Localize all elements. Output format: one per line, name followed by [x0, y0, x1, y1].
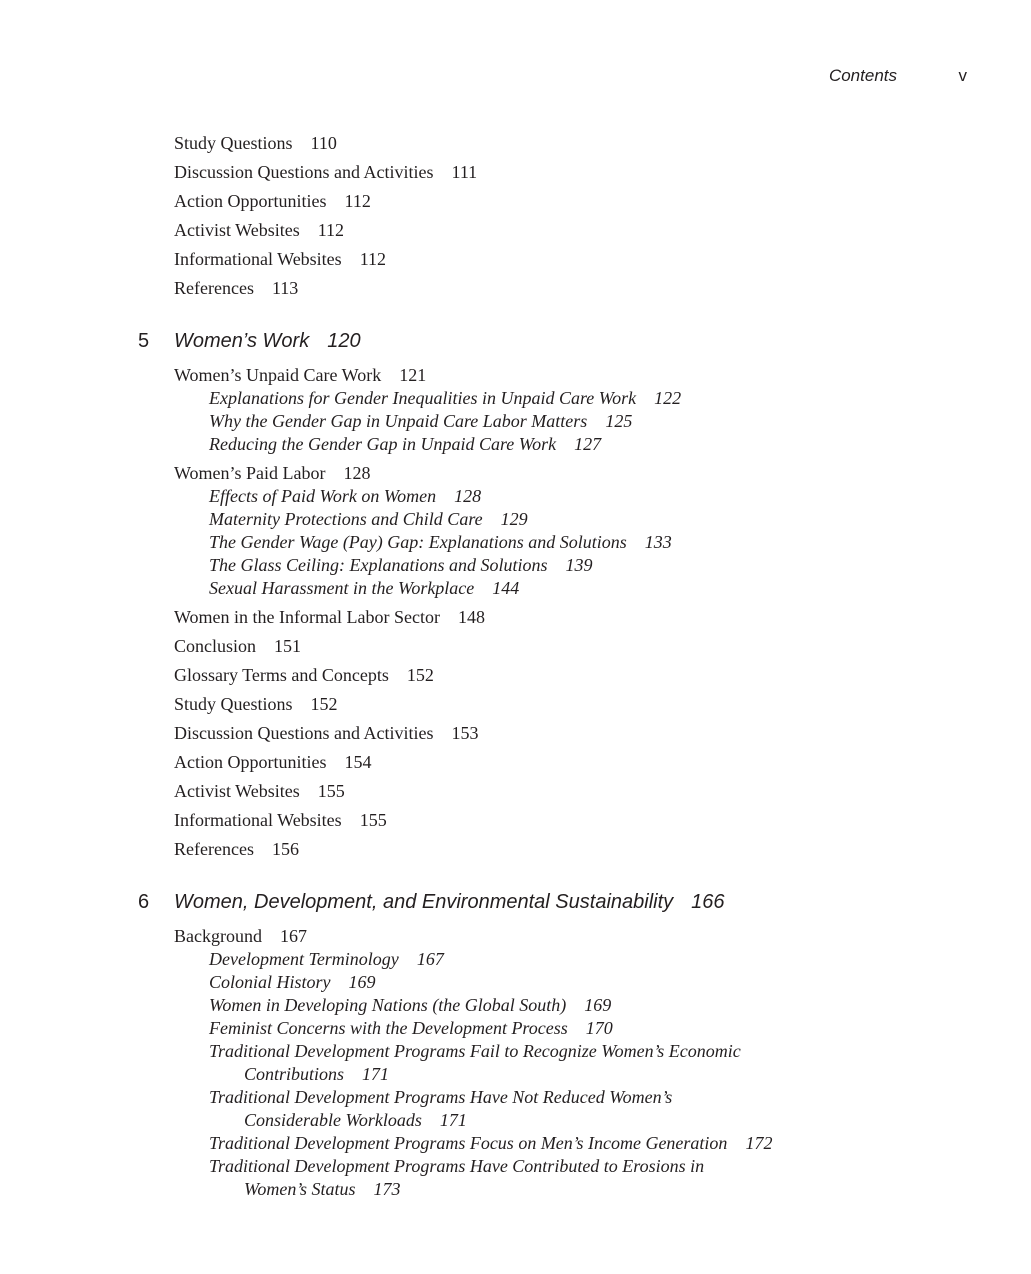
- toc-subentry[interactable]: Traditional Development Programs Fail to Recognize Women’s Economic Contributions 171: [209, 1041, 741, 1084]
- running-head-page-number: v: [958, 66, 967, 85]
- toc-subentry[interactable]: Sexual Harassment in the Workplace 144: [209, 578, 520, 598]
- toc-subentry[interactable]: The Gender Wage (Pay) Gap: Explanations and Solutions 133: [209, 532, 672, 552]
- toc-entry[interactable]: Discussion Questions and Activities 153: [174, 723, 479, 743]
- toc-subentry[interactable]: Development Terminology 167: [209, 949, 444, 969]
- toc-entry[interactable]: Study Questions 110: [174, 133, 337, 153]
- toc-subentry[interactable]: Women in Developing Nations (the Global South) 169: [209, 995, 612, 1015]
- chapter-title: Women’s Work 120: [174, 330, 361, 352]
- running-head: [0, 64, 1031, 88]
- toc-subentry[interactable]: Why the Gender Gap in Unpaid Care Labor Matters 125: [209, 411, 633, 431]
- continued-entries: [0, 132, 1031, 300]
- toc-entry[interactable]: Women in the Informal Labor Sector 148: [174, 607, 485, 627]
- toc-entry[interactable]: Conclusion 151: [174, 636, 302, 656]
- chapter-5-entries: [0, 364, 1031, 861]
- toc-entry[interactable]: Informational Websites 112: [174, 249, 387, 269]
- toc-entry[interactable]: Women’s Unpaid Care Work 121: [174, 365, 427, 385]
- toc-entry[interactable]: Activist Websites 155: [174, 781, 345, 801]
- toc-entry[interactable]: Women’s Paid Labor 128: [174, 463, 371, 483]
- toc-subentry[interactable]: Explanations for Gender Inequalities in Unpaid Care Work 122: [209, 388, 682, 408]
- toc-entry[interactable]: Discussion Questions and Activities 111: [174, 162, 478, 182]
- toc-subentry[interactable]: Reducing the Gender Gap in Unpaid Care Work 127: [209, 434, 602, 454]
- chapter-heading-5[interactable]: [0, 328, 1031, 358]
- toc-entry[interactable]: Study Questions 152: [174, 694, 338, 714]
- toc-subentry[interactable]: Traditional Development Programs Focus on Men’s Income Generation 172: [209, 1133, 773, 1153]
- toc-entry[interactable]: Action Opportunities 112: [174, 191, 371, 211]
- toc-entry[interactable]: Background 167: [174, 926, 307, 946]
- toc-subentry[interactable]: Traditional Development Programs Have Not Reduced Women’s Considerable Workloads 171: [209, 1087, 673, 1130]
- toc-entry[interactable]: References 156: [174, 839, 299, 859]
- toc-subentry[interactable]: Traditional Development Programs Have Contributed to Erosions in Women’s Status 173: [209, 1156, 705, 1199]
- chapter-number: 6: [138, 891, 150, 913]
- toc-subentry[interactable]: Maternity Protections and Child Care 129: [209, 509, 528, 529]
- toc-subentry[interactable]: Colonial History 169: [209, 972, 376, 992]
- toc-entry[interactable]: Informational Websites 155: [174, 810, 387, 830]
- toc-entry[interactable]: Action Opportunities 154: [174, 752, 372, 772]
- toc-entry[interactable]: Activist Websites 112: [174, 220, 345, 240]
- chapter-number: 5: [138, 330, 150, 352]
- toc-subentry[interactable]: The Glass Ceiling: Explanations and Solutions 139: [209, 555, 593, 575]
- chapter-6-entries: [0, 925, 1031, 1201]
- toc-subentry[interactable]: Effects of Paid Work on Women 128: [209, 486, 482, 506]
- table-of-contents: [0, 132, 1031, 1201]
- chapter-heading-6[interactable]: [0, 889, 1031, 919]
- toc-entry[interactable]: References 113: [174, 278, 299, 298]
- toc-subentry[interactable]: Feminist Concerns with the Development Process 170: [209, 1018, 613, 1038]
- toc-entry[interactable]: Glossary Terms and Concepts 152: [174, 665, 434, 685]
- chapter-title: Women, Development, and Environmental Sustainability 166: [174, 891, 725, 913]
- running-head-title: Contents: [828, 66, 897, 85]
